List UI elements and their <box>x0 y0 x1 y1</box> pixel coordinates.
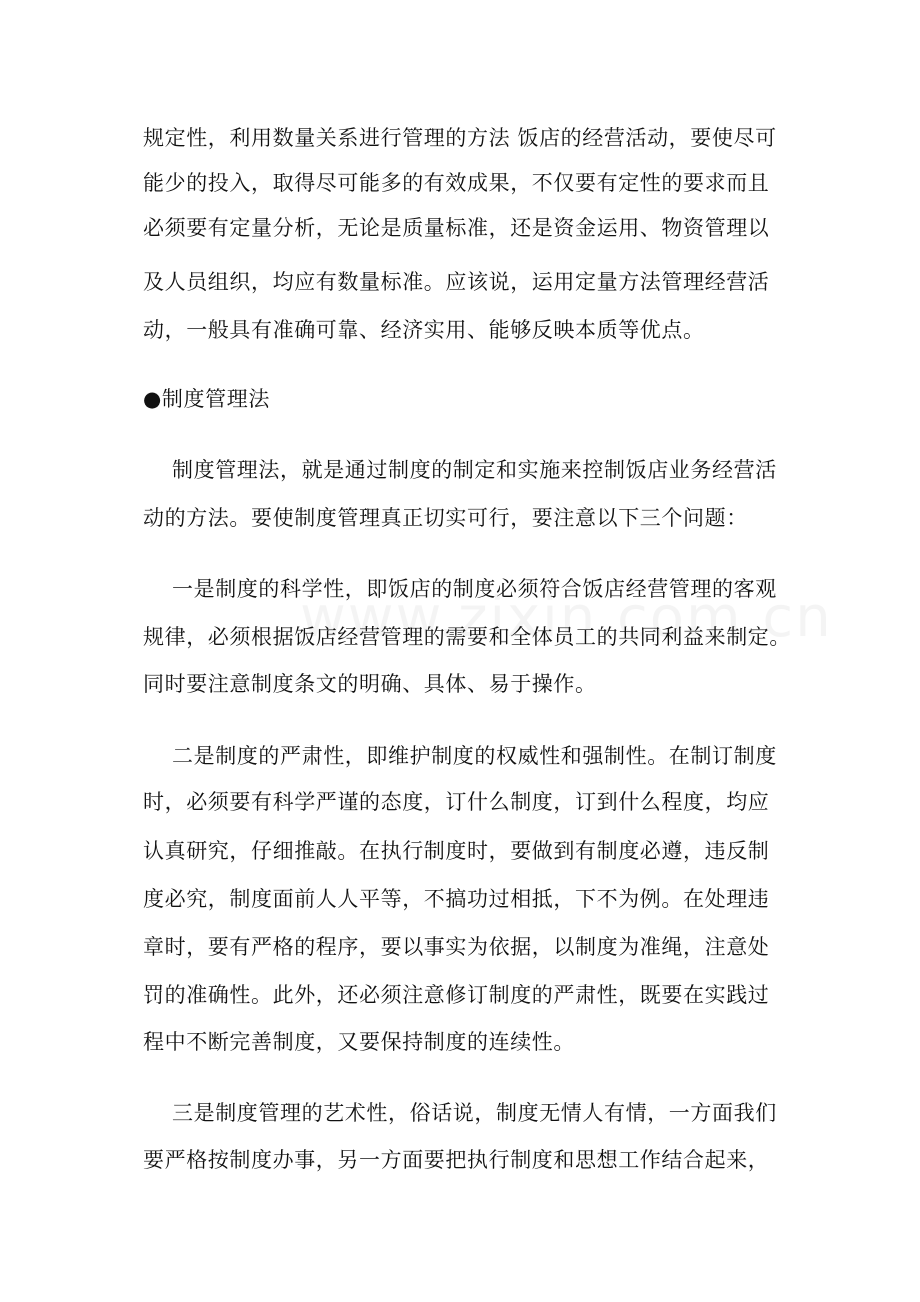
text-line: 规定性，利用数量关系进行管理的方法 饭店的经营活动，要使尽可 <box>143 126 777 150</box>
text-line: 规律，必须根据饭店经营管理的需要和全体员工的共同利益来制定。 <box>143 625 791 649</box>
text-line: 必须要有定量分析，无论是质量标准，还是资金运用、物资管理以 <box>143 216 770 240</box>
text-line: 时，必须要有科学严谨的态度，订什么制度，订到什么程度，均应 <box>143 790 770 814</box>
text-line: 程中不断完善制度，又要保持制度的连续性。 <box>143 1030 575 1054</box>
text-line: 二是制度的严肃性，即维护制度的权威性和强制性。在制订制度 <box>172 744 777 768</box>
text-line: 同时要注意制度条文的明确、具体、易于操作。 <box>143 672 597 696</box>
text-line: 三是制度管理的艺术性，俗话说，制度无情人有情，一方面我们 <box>172 1101 777 1125</box>
text-line: 一是制度的科学性，即饭店的制度必须符合饭店经营管理的客观 <box>172 577 777 601</box>
text-line: 及人员组织，均应有数量标准。应该说，运用定量方法管理经营活 <box>143 270 770 294</box>
text-line: 动，一般具有准确可靠、经济实用、能够反映本质等优点。 <box>143 318 705 342</box>
text-line: 罚的准确性。此外，还必须注意修订制度的严肃性，既要在实践过 <box>143 983 770 1007</box>
text-line: 动的方法。要使制度管理真正切实可行，要注意以下三个问题： <box>143 506 748 530</box>
text-line: 能少的投入，取得尽可能多的有效成果，不仅要有定性的要求而且 <box>143 171 770 195</box>
text-line: 要严格按制度办事，另一方面要把执行制度和思想工作结合起来， <box>143 1148 770 1172</box>
text-line: 认真研究，仔细推敲。在执行制度时，要做到有制度必遵，违反制 <box>143 839 770 863</box>
text-line: 制度管理法，就是通过制度的制定和实施来控制饭店业务经营活 <box>172 458 777 482</box>
section-heading: ●制度管理法 <box>143 387 270 411</box>
text-line: 章时，要有严格的程序，要以事实为依据，以制度为准绳，注意处 <box>143 935 770 959</box>
text-line: 度必究，制度面前人人平等，不搞功过相抵，下不为例。在处理违 <box>143 887 770 911</box>
